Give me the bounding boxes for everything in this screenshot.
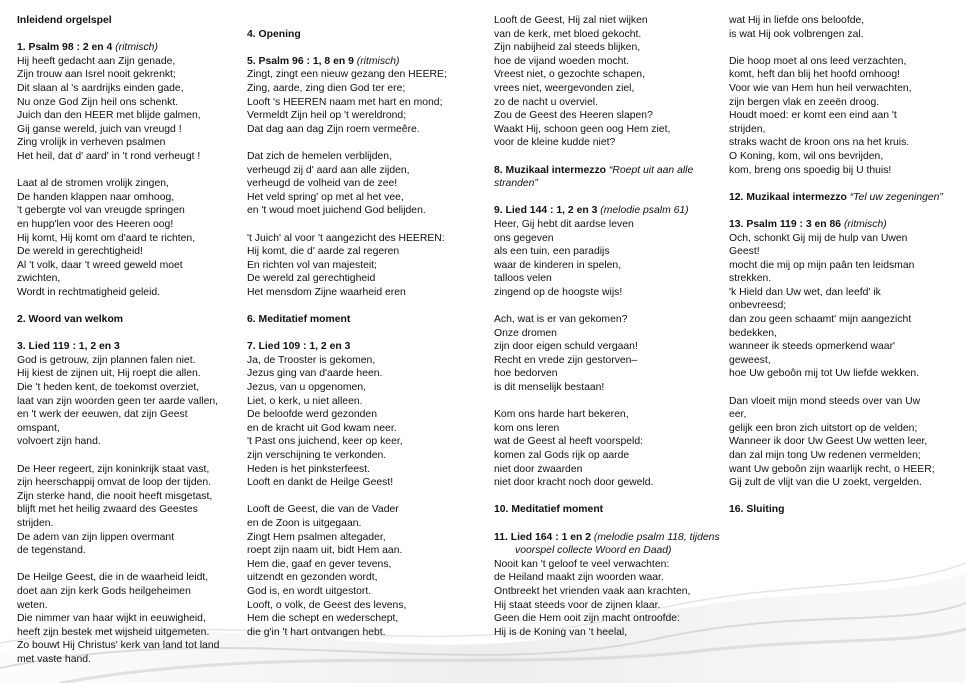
lyric-line: Hij komt, Hij komt om d'aard te richten, [17, 232, 196, 244]
lyric-line: volvoert zijn hand. [17, 436, 101, 448]
lyric-line: hoe bedorven [494, 368, 558, 380]
lyric-line: onbevreesd; [729, 300, 787, 312]
lyric-line: en de Zoon is uitgegaan. [247, 517, 362, 529]
lyric-line: Jezus, van u opgenomen, [247, 382, 366, 394]
lyric-line: Looft, o volk, de Geest des levens, [247, 599, 407, 611]
lyric-line: zo de nacht u overviel. [494, 96, 598, 108]
psalm-119-verse-2 [729, 395, 957, 490]
lyric-line: de Heiland maakt zijn woorden waar. [494, 572, 664, 584]
psalm-96-verse-3 [247, 232, 479, 300]
lyric-line: Die hoop moet al ons leed verzachten, [729, 55, 907, 67]
lyric-line: geweest, [729, 354, 771, 366]
lyric-line: Dat zich de hemelen verblijden, [247, 150, 392, 162]
lyric-line: en hupp'len voor des Heeren oog! [17, 218, 174, 230]
psalm-96-heading: 5. Psalm 96 : 1, 8 en 9 [247, 55, 354, 67]
lied-164-verse-2 [729, 55, 957, 177]
lyric-line: Zing vrolijk in verheven psalmen [17, 137, 166, 149]
psalm-119-verse-1 [729, 232, 957, 382]
lyric-line: die g'in 't hart ontvangen hebt. [247, 626, 386, 638]
lyric-line: Voor wie van Hem hun heil verwachten, [729, 82, 912, 94]
lyric-line: Heer, Gij hebt dit aardse leven [494, 218, 634, 230]
lied-119-verse-1 [17, 354, 245, 449]
lyric-line: wat Hij in liefde ons beloofde, [729, 15, 865, 26]
lyric-line: Recht en vrede zijn gestorven– [494, 354, 638, 366]
lyric-line: eer, [729, 409, 747, 421]
lyric-line: wanneer ik steeds opmerkend waar' [729, 341, 896, 353]
lyric-line: Zingt, zingt een nieuw gezang den HEERE; [247, 69, 447, 81]
lyric-line: Die nimmer van haar wijkt in eeuwigheid, [17, 613, 206, 625]
lyric-line: Looft 's HEEREN naam met hart en mond; [247, 96, 443, 108]
lyric-line: Zijn nabijheid zal steeds blijken, [494, 42, 641, 54]
lyric-line: komt, heft dan blij het hoofd omhoog! [729, 69, 900, 81]
intermezzo-2-title: “Tel uw zegeningen” [849, 191, 943, 203]
lyric-line: Wanneer ik door Uw Geest Uw wetten leer, [729, 436, 928, 448]
lied-144-verse-3 [494, 408, 724, 490]
lyric-line: Zo bouwt Hij Christus' kerk van land tot land [17, 640, 220, 652]
lyric-line: De beloofde werd gezonden [247, 409, 377, 421]
lyric-line: Ontbreekt het vrienden vaak aan krachten, [494, 585, 691, 597]
psalm-98-verse-1 [17, 55, 245, 164]
lyric-line: Och, schonkt Gij mij de hulp van Uwen [729, 232, 908, 244]
lyric-line: en 't werk der eeuwen, dat zijn Geest [17, 409, 188, 421]
intermezzo-title: “Roept uit aan alle stranden” [494, 164, 694, 190]
lyric-line: zwichten, [17, 273, 61, 285]
lyric-line: doet aan zijn kerk Gods heilgeheimen [17, 585, 191, 597]
lyric-line: weten. [17, 599, 48, 611]
lyric-line: strijden, [729, 123, 766, 135]
lyric-line: hoe de vijand woeden mocht. [494, 55, 630, 67]
lyric-line: Ach, wat is er van gekomen? [494, 314, 628, 326]
lied-144-note: (melodie psalm 61) [600, 205, 689, 217]
lied-109-verse-3 [494, 14, 724, 150]
lyric-line: Hij heeft gedacht aan Zijn genade, [17, 55, 176, 67]
lyric-line: komen zal Gods rijk op aarde [494, 450, 630, 461]
lyric-line: 't gebergte vol van vreugde springen [17, 205, 185, 217]
lyric-line: niet door kracht noch door geweld. [494, 477, 654, 489]
lyric-line: Looft de Geest, die van de Vader [247, 504, 399, 516]
lyric-line: Looft en dankt de Heilge Geest! [247, 477, 394, 489]
lyric-line: Jezus ging van d'aarde heen. [247, 368, 383, 380]
lyric-line: omspant, [17, 422, 60, 434]
lyric-line: hoe Uw geboôn mij tot Uw liefde wekken. [729, 368, 920, 380]
column-4 [729, 14, 957, 531]
psalm-98-note: (ritmisch) [115, 42, 158, 54]
lyric-line: Heden is het pinksterfeest. [247, 463, 371, 475]
lyric-line: roept zijn naam uit, bidt Hem aan. [247, 545, 403, 557]
lyric-line: van de kerk, met bloed gekocht. [494, 28, 642, 40]
column-2 [247, 14, 479, 639]
lyric-line: Die 't heden kent, de toekomst overziet, [17, 382, 200, 394]
lyric-line: Hij is de Koning van 't heelal, [494, 626, 628, 638]
opening-heading: 4. Opening [247, 28, 301, 40]
lied-164-heading: 11. Lied 164 : 1 en 2 [494, 531, 592, 543]
lyric-line: En richten vol van majesteit; [247, 259, 377, 271]
lyric-line: O Koning, kom, wil ons bevrijden, [729, 150, 884, 162]
psalm-98-verse-2 [17, 177, 245, 299]
lyric-line: straks wacht de kroon ons na het kruis. [729, 137, 910, 149]
lyric-line: uitzendt en gezonden wordt, [247, 572, 378, 584]
lyric-line: kom, breng ons spoedig bij U thuis! [729, 164, 892, 176]
lyric-line: Zou de Geest des Heeren slapen? [494, 110, 653, 122]
lyric-line: kom ons leren [494, 422, 560, 434]
lied-164-verse-1 [494, 558, 724, 640]
psalm-96-note: (ritmisch) [356, 55, 400, 67]
lyric-line: Laat al de stromen vrolijk zingen, [17, 178, 169, 190]
lyric-line: dan zou geen schaamt' mijn aangezicht [729, 314, 912, 326]
lyric-line: Het heil, dat d' aard' in 't rond verheugt ! [17, 150, 201, 162]
lyric-line: wat de Geest al heeft voorspeld: [494, 436, 644, 448]
lied-119-verse-3 [17, 571, 245, 666]
lyric-line: Nooit kan 't geloof te veel verwachten: [494, 558, 670, 570]
lyric-line: Houdt moed: er komt een eind aan 't [729, 110, 897, 122]
lyric-line: Dan vloeit mijn mond steeds over van Uw [729, 395, 921, 407]
lyric-line: Hem die schept en wederschept, [247, 613, 399, 625]
lyric-line: Hij kiest de zijnen uit, Hij roept die allen. [17, 368, 201, 380]
lyric-line: Vreest niet, o gezochte schapen, [494, 69, 645, 81]
lyric-line: Dit slaan al 's aardrijks einden gade, [17, 82, 184, 94]
lyric-line: strekken. [729, 273, 772, 285]
psalm-98-heading: 1. Psalm 98 : 2 en 4 [17, 42, 113, 54]
lyric-line: want Uw geboôn zijn waarlijk recht, o HEER; [729, 463, 935, 475]
lyric-line: Het veld spring' op met al het vee, [247, 191, 404, 203]
lyric-line: Het mensdom Zijne waarheid eren [247, 286, 406, 298]
lied-109-verse-2 [247, 503, 479, 639]
lyric-line: Liet, o kerk, u niet alleen. [247, 395, 363, 407]
meditative-moment-2-heading: 10. Meditatief moment [494, 504, 604, 516]
lyric-line: Looft de Geest, Hij zal niet wijken [494, 15, 648, 26]
opening-organ-heading: Inleidend orgelspel [17, 15, 112, 26]
lyric-line: Nu onze God Zijn heil ons schenkt. [17, 96, 179, 108]
lyric-line: De Heilge Geest, die in de waarheid leidt, [17, 572, 209, 584]
lied-119-heading: 3. Lied 119 : 1, 2 en 3 [17, 341, 120, 353]
lyric-line: voor de kleine kudde niet? [494, 137, 616, 149]
lyric-line: Zing, aarde, zing dien God ter ere; [247, 82, 406, 94]
lyric-line: zingend op de hoogste wijs! [494, 286, 623, 298]
lyric-line: Geen die Hem ooit zijn macht ontroofde: [494, 613, 680, 625]
lyric-line: is wat Hij ook volbrengen zal. [729, 28, 864, 40]
lyric-line: De adem van zijn lippen overmant [17, 531, 175, 543]
lyric-line: bedekken, [729, 327, 777, 339]
lyric-line: met vaste hand. [17, 653, 91, 665]
lyric-line: Kom ons harde hart bekeren, [494, 409, 629, 421]
meditative-moment-heading: 6. Meditatief moment [247, 314, 351, 326]
lyric-line: Zingt Hem psalmen altegader, [247, 531, 386, 543]
lied-109-heading: 7. Lied 109 : 1, 2 en 3 [247, 341, 351, 353]
lyric-line: 'k Hield dan Uw wet, dan leefd' ik [729, 286, 881, 298]
column-3 [494, 14, 724, 639]
lyric-line: verheugd de volheid van de zee! [247, 178, 398, 190]
lyric-line: als een tuin, een paradijs [494, 246, 610, 258]
lyric-line: heeft zijn bestek met wijsheid uitgemeten. [17, 626, 210, 638]
lyric-line: Onze dromen [494, 327, 557, 339]
lyric-line: Hij staat steeds voor de zijnen klaar. [494, 599, 661, 611]
lyric-line: talloos velen [494, 273, 552, 285]
psalm-119-note: (ritmisch) [843, 218, 887, 230]
lyric-line: gelijk een bron zich uitstort op de velden; [729, 422, 918, 434]
column-1 [17, 14, 245, 667]
lyric-line: God is, en wordt uitgestort. [247, 585, 372, 597]
psalm-96-verse-2 [247, 150, 479, 218]
psalm-119-heading: 13. Psalm 119 : 3 en 86 [729, 218, 842, 230]
lyric-line: zijn verschijning te verkonden. [247, 450, 387, 461]
lyric-line: Dat dag aan dag Zijn roem vermeêre. [247, 123, 420, 135]
lyric-line: zijn bergen vlak en zeeën droog. [729, 96, 880, 108]
lyric-line: waar de kinderen in spelen, [494, 259, 622, 271]
lyric-line: dan zal mijn tong Uw redenen vermelden; [729, 450, 921, 461]
lyric-line: Al 't volk, daar 't wreed geweld moet [17, 259, 183, 271]
lyric-line: Waakt Hij, schoon geen oog Hem ziet, [494, 123, 671, 135]
lyric-line: Gij zult de vlijt van die U zoekt, vergelden. [729, 477, 922, 489]
lyric-line: niet door zwaarden [494, 463, 583, 475]
psalm-98-section [17, 41, 245, 163]
welcome-heading: 2. Woord van welkom [17, 314, 124, 326]
lyric-line: zijn heerschappij omvat de loop der tijden. [17, 477, 212, 489]
lyric-line: De wereld in gerechtigheid! [17, 246, 143, 258]
lied-109-verse-1 [247, 354, 479, 490]
lyric-line: 't Juich' al voor 't aangezicht des HEEREN: [247, 232, 445, 244]
lyric-line: God is getrouw, zijn plannen falen niet. [17, 354, 196, 366]
lyric-line: Vermeldt Zijn heil op 't wereldrond; [247, 110, 407, 122]
lied-119-verse-2 [17, 463, 245, 558]
lyric-line: De Heer regeert, zijn koninkrijk staat vast, [17, 463, 210, 475]
lyric-line: Wordt in rechtmatigheid geleid. [17, 286, 161, 298]
lyric-line: Juich dan den HEER met blijde galmen, [17, 110, 201, 122]
lyric-line: Zijn trouw aan Isrel nooit gekrenkt; [17, 69, 176, 81]
lied-144-heading: 9. Lied 144 : 1, 2 en 3 [494, 205, 598, 217]
lyric-line: Hem die, gaaf en gever tevens, [247, 558, 392, 570]
lyric-line: Geest! [729, 246, 760, 258]
lied-164-verse-1-end [729, 14, 957, 41]
lyric-line: De handen klappen naar omhoog, [17, 191, 175, 203]
lyric-line: ons gegeven [494, 232, 554, 244]
lyric-line: laat van zijn woorden geen ter aarde vallen, [17, 395, 219, 407]
lyric-line: blijft met het heilig zwaard des Geestes [17, 504, 198, 516]
closing-heading: 16. Sluiting [729, 504, 785, 516]
lyric-line: vrees niet, weergevonden ziel, [494, 82, 635, 94]
intermezzo-2-heading: 12. Muzikaal intermezzo [729, 191, 847, 203]
psalm-96-verse-1 [247, 68, 479, 136]
lyric-line: Gij ganse wereld, juich van vreugd ! [17, 123, 182, 135]
lyric-line: de tegenstand. [17, 545, 86, 557]
lyric-line: mocht die mij op mijn paân ten leidsman [729, 259, 915, 271]
lied-164-note: (melodie psalm 118, tijdens voorspel collecte Woord en Daad) [515, 531, 720, 557]
lied-144-verse-1 [494, 218, 724, 300]
lyric-line: en de kracht uit God kwam neer. [247, 422, 397, 434]
lyric-line: en 't woud moet juichend God belijden. [247, 205, 426, 217]
lyric-line: Hij komt, die d' aarde zal regeren [247, 246, 400, 258]
lyric-line: is dit menselijk bestaan! [494, 382, 605, 394]
lied-144-verse-2 [494, 313, 724, 395]
lyric-line: 't Past ons juichend, keer op keer, [247, 436, 403, 448]
lyric-line: verheugd zij d' aard aan alle zijden, [247, 164, 410, 176]
lyric-line: Zijn sterke hand, die nooit heeft misgetast, [17, 490, 213, 502]
lyric-line: zijn door eigen schuld vergaan! [494, 341, 638, 353]
intermezzo-heading: 8. Muzikaal intermezzo [494, 164, 607, 176]
lyric-line: strijden. [17, 517, 54, 529]
lyric-line: Ja, de Trooster is gekomen, [247, 354, 376, 366]
lyric-line: De wereld zal gerechtigheid [247, 273, 376, 285]
